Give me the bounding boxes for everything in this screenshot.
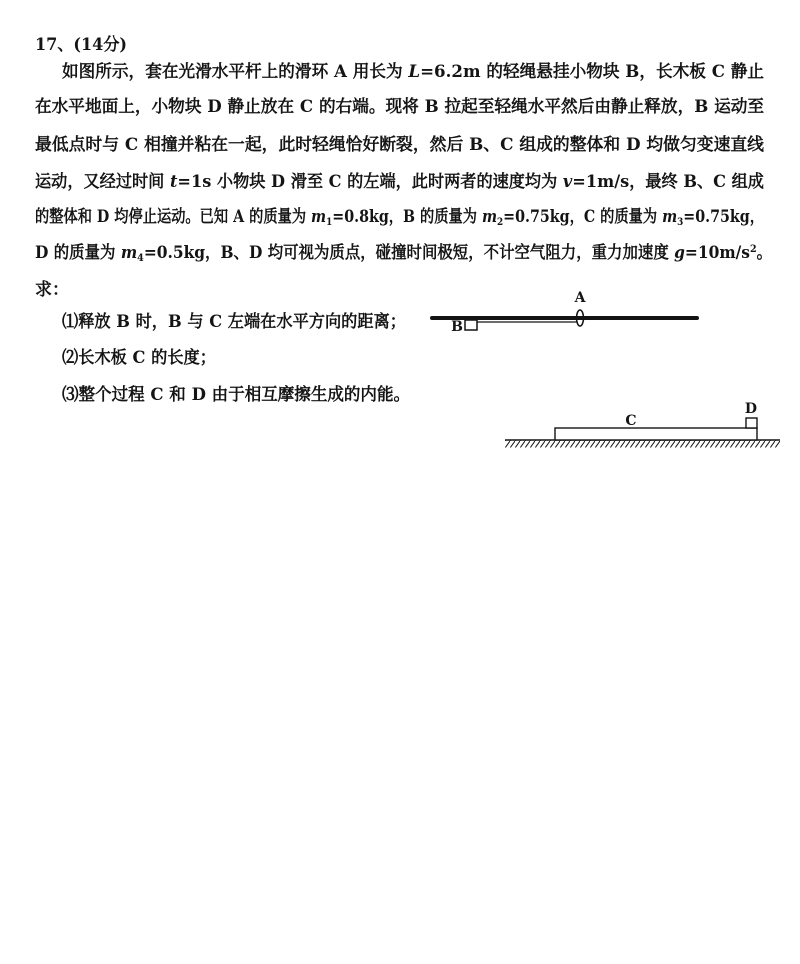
- figure-pendulum: [432, 290, 697, 335]
- stem-text: 最低点时与 C 相撞并粘在一起，此时轻绳恰好断裂，然后 B、C 组成的整体和 D 均做匀变速直线: [35, 135, 764, 155]
- variable-m: m: [311, 207, 327, 227]
- question-text: 释放 B 时，B 与 C 左端在水平方向的距离；: [78, 312, 407, 332]
- question-text: 长木板 C 的长度；: [78, 348, 217, 368]
- problem-points: (14分): [73, 35, 127, 55]
- ring-A-label: A: [574, 290, 586, 306]
- stem-text: 运动，又经过时间: [35, 172, 170, 192]
- ask-text: 求：: [35, 280, 69, 300]
- superscript-2: 2: [749, 243, 757, 256]
- variable-L: L: [408, 62, 421, 82]
- board-C: [555, 428, 757, 440]
- stem-text: =10m/s: [684, 243, 750, 263]
- subscript-2: 2: [497, 215, 504, 228]
- variable-t: t: [169, 172, 178, 192]
- stem-text: 在水平地面上，小物块 D 静止放在 C 的右端。现将 B 拉起至轻绳水平然后由静止释放，B 运动至: [35, 97, 765, 117]
- block-D-label: D: [744, 401, 758, 417]
- figure-board: [505, 401, 780, 448]
- variable-g: g: [674, 243, 685, 263]
- block-B: [465, 320, 477, 330]
- block-D: [746, 418, 757, 428]
- stem-text: 的整体和 D 均停止运动。已知 A 的质量为: [35, 207, 312, 227]
- stem-text: =0.8kg，B 的质量为: [332, 207, 482, 227]
- stem-text: D 的质量为: [35, 243, 121, 263]
- subscript-3: 3: [677, 215, 684, 228]
- variable-m: m: [120, 243, 138, 263]
- variable-m: m: [662, 207, 678, 227]
- stem-text: =6.2m 的轻绳悬挂小物块 B，长木板 C 静止: [420, 62, 765, 82]
- variable-v: v: [562, 172, 573, 192]
- problem-number: 17、: [35, 35, 74, 55]
- stem-text: =0.75kg，: [683, 207, 764, 227]
- subscript-4: 4: [137, 251, 144, 264]
- ground-hatching: [505, 441, 780, 448]
- stem-text: 如图所示，套在光滑水平杆上的滑环 A 用长为: [62, 62, 409, 82]
- question-text: 整个过程 C 和 D 由于相互摩擦生成的内能。: [78, 385, 411, 405]
- stem-text: =0.75kg，C 的质量为: [503, 207, 663, 227]
- question-marker: ⑶: [62, 385, 79, 405]
- subscript-1: 1: [326, 215, 333, 228]
- stem-text: =0.5kg，B、D 均可视为质点，碰撞时间极短，不计空气阻力，重力加速度: [143, 243, 675, 263]
- stem-text: 。: [756, 243, 773, 263]
- variable-m: m: [481, 207, 498, 227]
- block-B-label: B: [451, 319, 463, 335]
- question-marker: ⑵: [62, 348, 79, 368]
- stem-text: =1s 小物块 D 滑至 C 的左端，此时两者的速度均为: [177, 172, 563, 192]
- board-C-label: C: [625, 413, 637, 429]
- question-marker: ⑴: [62, 312, 79, 332]
- stem-text: =1m/s，最终 B、C 组成: [572, 172, 764, 192]
